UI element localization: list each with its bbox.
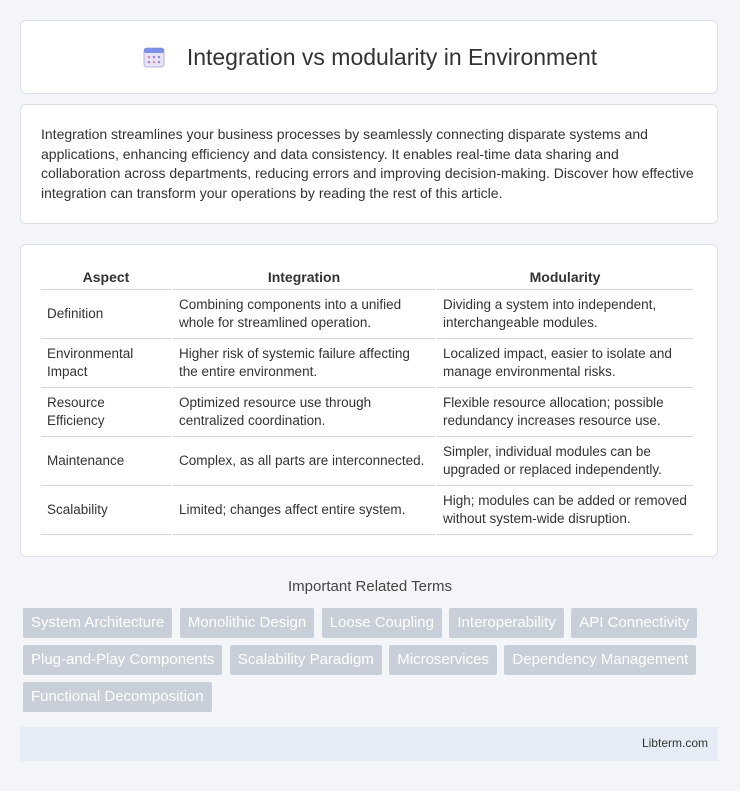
cell-aspect: Definition xyxy=(41,290,171,339)
related-term-tag[interactable]: Interoperability xyxy=(449,608,563,638)
table-row xyxy=(41,290,693,339)
cell-aspect: Scalability xyxy=(41,486,171,535)
cell-integration: Higher risk of systemic failure affecting the entire environment. xyxy=(173,339,435,388)
comparison-table xyxy=(39,263,695,535)
related-term-tag[interactable]: Loose Coupling xyxy=(322,608,442,638)
table-row xyxy=(41,486,693,535)
cell-integration: Limited; changes affect entire system. xyxy=(173,486,435,535)
related-term-tag[interactable]: Plug-and-Play Components xyxy=(23,645,222,675)
cell-integration: Complex, as all parts are interconnected. xyxy=(173,437,435,486)
comparison-card xyxy=(20,244,718,557)
related-terms-list xyxy=(23,608,723,719)
footer xyxy=(20,727,718,761)
header-integration: Integration xyxy=(173,263,435,290)
cell-modularity: Dividing a system into independent, interchangeable modules. xyxy=(437,290,693,339)
cell-modularity: High; modules can be added or removed without system-wide disruption. xyxy=(437,486,693,535)
header-modularity: Modularity xyxy=(437,263,693,290)
cell-aspect: Maintenance xyxy=(41,437,171,486)
table-row xyxy=(41,339,693,388)
related-term-tag[interactable]: System Architecture xyxy=(23,608,172,638)
cell-aspect: Resource Efficiency xyxy=(41,388,171,437)
cell-modularity: Localized impact, easier to isolate and manage environmental risks. xyxy=(437,339,693,388)
table-row xyxy=(41,437,693,486)
intro-card xyxy=(20,104,718,224)
cell-modularity: Flexible resource allocation; possible redundancy increases resource use. xyxy=(437,388,693,437)
header-aspect: Aspect xyxy=(41,263,171,290)
related-term-tag[interactable]: Dependency Management xyxy=(504,645,696,675)
related-terms-title: Important Related Terms xyxy=(288,578,452,595)
related-term-tag[interactable]: Scalability Paradigm xyxy=(230,645,382,675)
related-term-tag[interactable]: API Connectivity xyxy=(571,608,697,638)
cell-aspect: Environmental Impact xyxy=(41,339,171,388)
table-row xyxy=(41,388,693,437)
related-term-tag[interactable]: Functional Decomposition xyxy=(23,682,212,712)
cell-modularity: Simpler, individual modules can be upgraded or replaced independently. xyxy=(437,437,693,486)
table-header-row xyxy=(41,263,693,290)
calendar-icon xyxy=(141,44,167,70)
cell-integration: Optimized resource use through centralized coordination. xyxy=(173,388,435,437)
page-title: Integration vs modularity in Environment xyxy=(186,43,598,70)
related-term-tag[interactable]: Microservices xyxy=(389,645,497,675)
intro-text: Integration streamlines your business processes by seamlessly connecting disparate systems and applications, enhancing efficiency and data consistency. It enables real-time data sharing and collaboration across departments, reducing errors and improving decision-making. Discover how effective integration can transform your operations by reading the rest of this article. xyxy=(41,126,694,201)
cell-integration: Combining components into a unified whole for streamlined operation. xyxy=(173,290,435,339)
related-term-tag[interactable]: Monolithic Design xyxy=(180,608,314,638)
footer-brand-link[interactable]: Libterm.com xyxy=(641,736,708,750)
title-card xyxy=(20,20,718,94)
